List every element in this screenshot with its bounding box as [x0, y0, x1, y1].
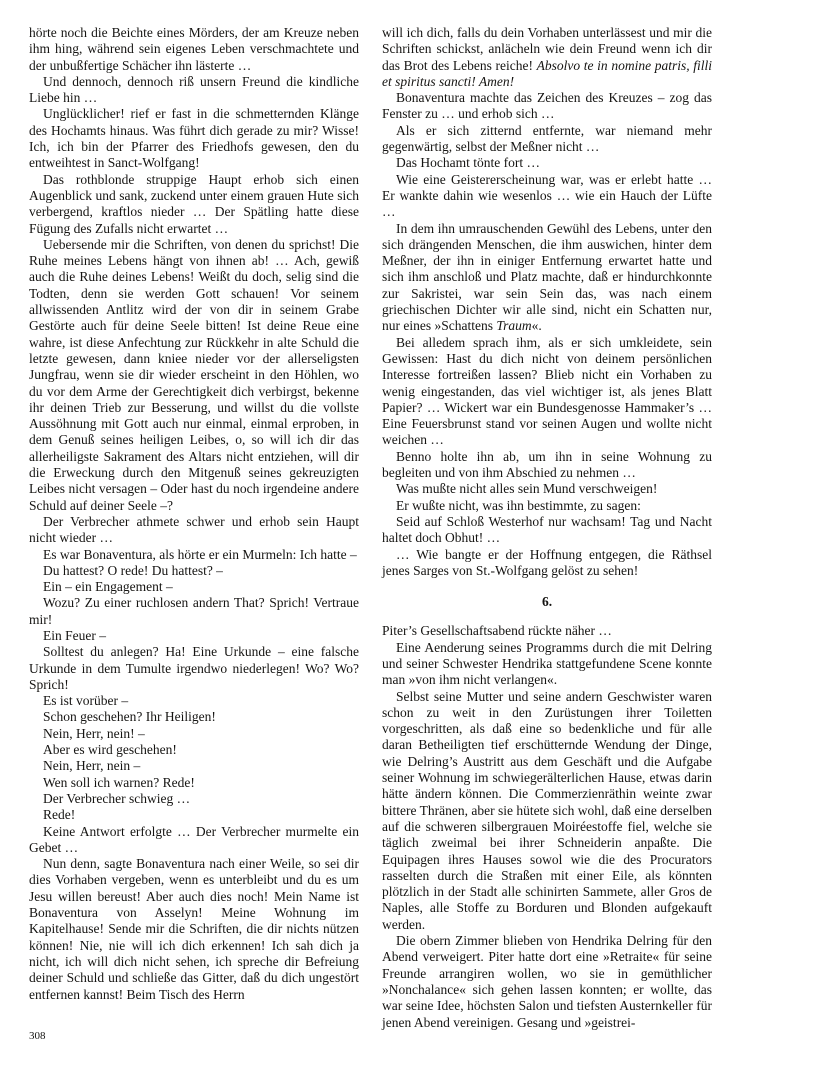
- paragraph: [382, 640, 712, 689]
- paragraph: [29, 709, 359, 725]
- text-segment: Das rothblonde struppige Haupt erhob sich einen Augenblick und sank, zuckend unter einem grauen Hute sich verbergend, kraftlos nieder … Der Spätling hatte diese Fügung des Zufalls nicht erwartet …: [29, 171, 359, 236]
- paragraph: [382, 481, 712, 497]
- paragraph: [382, 623, 712, 639]
- paragraph: [382, 689, 712, 933]
- text-segment: Seid auf Schloß Westerhof nur wachsam! Tag und Nacht haltet doch Obhut! …: [382, 513, 712, 546]
- left-column: [29, 25, 359, 1031]
- text-segment: Es ist vorüber –: [43, 693, 129, 709]
- text-segment: hörte noch die Beichte eines Mörders, der am Kreuze neben ihm hing, während sein eigenes Leben verschmachtete und der unbußfertige Schächer ihn lästerte …: [29, 25, 359, 73]
- paragraph: [382, 123, 712, 156]
- text-segment: … Wie bangte er der Hoffnung entgegen, die Räthsel jenes Sarges von St.-Wolfgang gelöst zu sehen!: [382, 546, 712, 578]
- text-segment: Benno holte ihn ab, um ihn in seine Wohnung zu begleiten und von ihm Abschied zu nehmen …: [382, 448, 712, 481]
- paragraph: [382, 933, 712, 1031]
- paragraph: [29, 775, 359, 791]
- text-segment: Der Verbrecher schwieg …: [43, 790, 191, 806]
- text-segment: Wie eine Geistererscheinung war, was er erlebt hatte … Er wankte dahin wie wesenlos … wie ein Hauch der Lüfte …: [382, 171, 712, 220]
- text-segment: Was mußte nicht alles sein Mund verschweigen!: [396, 481, 658, 497]
- text-segment: In dem ihn umrauschenden Gewühl des Lebens, unter den sich drängenden Menschen, die ihm auswichen, hinter dem Meßner, der ihn in einiger Entfernung erwartet hatte und sich ihm anschloß und Platz machte, daß er hindurchkonnte zur Sakristei, war sein Sein das, was nach einem griechischen Dichter wir alle sind, nicht ein Schatten nur, nur eines »Schattens: [382, 220, 712, 334]
- text-segment: Schon geschehen? Ihr Heiligen!: [43, 709, 216, 725]
- right-column: [382, 25, 712, 1031]
- paragraph: [382, 25, 712, 90]
- text-segment: Eine Aenderung seines Programms durch die mit Delring und seiner Schwester Hendrika stattgefundene Scene konnte man »von ihm nicht verlangen«.: [382, 639, 712, 688]
- text-segment: Piter’s Gesellschaftsabend rückte näher …: [382, 623, 612, 639]
- text-segment: Ein Feuer –: [43, 627, 106, 643]
- italic-text: Absolvo te in nomine patris, filli et spiritus sancti! Amen!: [382, 57, 712, 89]
- paragraph: [382, 498, 712, 514]
- paragraph: [29, 758, 359, 774]
- text-segment: Keine Antwort erfolgte … Der Verbrecher murmelte ein Gebet …: [29, 823, 359, 855]
- page-number: 308: [29, 1030, 46, 1042]
- paragraph: [29, 856, 359, 1003]
- text-segment: Bonaventura machte das Zeichen des Kreuzes – zog das Fenster zu … und erhob sich …: [382, 90, 712, 122]
- text-segment: Uebersende mir die Schriften, von denen du sprichst! Die Ruhe meines Lebens hängt von ihnen ab! … Ach, gewiß auch die Ruhe deines Lebens! Weißt du doch, selig sind die Todten, denn sie werden Gott schauen! Vor seinem allwissenden Antlitz wird der von dir in seinem Grabe Gestörte auch für deine Seele bitten! Ist deine Reue eine wahre, ist diese Anfechtung zur Rückkehr in alte Schuld die letzte gewesen, dann kniee nieder vor der allerseligsten Jungfrau, wenn sie dir wieder erscheint in den Höhlen, wo du vor dem Arme der Gerechtigkeit dich verbirgst, bekenne ihr deinen Trieb zur Besserung, und willst du die vollste Aussöhnung mit Gott auch nur einmal, einmal erproben, in dem Genuß seines heiligen Leibes, o, so will ich dir das allerheiligste Sakrament des Altars nicht entziehen, will dir die Erweckung durch den Mitgenuß seines gekreuzigten Leibes nicht versagen – Oder hast du noch irgendeine andere Schuld auf deiner Seele –?: [29, 236, 359, 513]
- text-segment: Und dennoch, dennoch riß unsern Freund die kindliche Liebe hin …: [29, 73, 359, 106]
- paragraph: [29, 237, 359, 514]
- text-segment: Wozu? Zu einer ruchlosen andern That? Sprich! Vertraue mir!: [29, 595, 359, 627]
- text-block: [29, 25, 712, 1031]
- text-segment: Rede!: [43, 807, 76, 823]
- paragraph: [29, 563, 359, 579]
- paragraph: [382, 221, 712, 335]
- paragraph: [29, 172, 359, 237]
- paragraph: [382, 90, 712, 123]
- text-segment: Nein, Herr, nein! –: [43, 725, 145, 741]
- paragraph: [29, 547, 359, 563]
- paragraph: [29, 693, 359, 709]
- section-heading: 6.: [541, 594, 553, 610]
- paragraph: [382, 514, 712, 547]
- text-segment: will ich dich, falls du dein Vorhaben unterlässest und mir die Schriften schickst, anlächeln wie dein Freund wenn ich dir das Brot des Lebens reiche!: [382, 25, 712, 73]
- paragraph: [29, 25, 359, 74]
- text-segment: Selbst seine Mutter und seine andern Geschwister waren schon zu weit in den Zurüstungen ihrer Toiletten vorgeschritten, als daß eine so bedenkliche und für alle daran Betheiligten tief erschütternde Wendung der Dinge, wie Delring’s Austritt aus dem Geschäft und die Aufgabe seiner Wohnung im schwiegerälterlichen Hause, etwas darin hätte ändern können. Die Commerzienräthin weinte zwar bittere Thränen, aber sie hütete sich wohl, daß eine derselben auf die schweren silbergrauen Moiréestoffe fiel, welche sie täglich zweimal bei ihrer Schneiderin anpaßte. Die Equipagen ihres Hauses sowol wie die des Procurators rasselten durch die Straßen mit einer Eile, als könnten plötzlich in der Stadt alle schinirten Sammete, aller Gros de Naples, alle Stoffe zu Borduren und Blonden aufgekauft werden.: [382, 688, 712, 932]
- text-segment: «.: [531, 318, 542, 334]
- text-segment: Nun denn, sagte Bonaventura nach einer Weile, so sei dir dies Vorhaben vergeben, wenn es unterbleibt und du es um Jesu willen bereust! Aber auch dies noch! Mein Name ist Bonaventura von Asselyn! Meine Wohnung im Kapitelhause! Sende mir die Schriften, die dir nichts nützen können! Nie, nie will ich dich erkennen! Ich sah dich ja nicht, ich will dich nicht sehen, ich spreche dir Befreiung deiner Schuld und schließe das Gitter, daß du dich ungestört entfernen kannst! Beim Tisch des Herrn: [29, 856, 359, 1002]
- paragraph: [29, 726, 359, 742]
- paragraph: [29, 807, 359, 823]
- text-segment: Unglücklicher! rief er fast in die schmetternden Klänge des Hochamts hinaus. Was führt dich gerade zu mir? Wisse! Ich, ich bin der Pfarrer des Friedhofs gewesen, den du entweihtest in Sanct-Wolfgang!: [29, 106, 359, 171]
- text-segment: Als er sich zitternd entfernte, war niemand mehr gegenwärtig, selbst der Meßner nicht …: [382, 122, 712, 155]
- paragraph: [29, 595, 359, 628]
- text-segment: Das Hochamt tönte fort …: [396, 155, 540, 171]
- text-segment: Nein, Herr, nein –: [43, 758, 141, 774]
- text-segment: Aber es wird geschehen!: [43, 742, 177, 758]
- text-segment: Der Verbrecher athmete schwer und erhob sein Haupt nicht wieder …: [29, 513, 359, 546]
- paragraph: [29, 791, 359, 807]
- paragraph: [382, 172, 712, 221]
- paragraph: [382, 155, 712, 171]
- paragraph: [29, 514, 359, 547]
- text-segment: Wen soll ich warnen? Rede!: [43, 774, 195, 790]
- paragraph: [29, 742, 359, 758]
- text-segment: Die obern Zimmer blieben von Hendrika Delring für den Abend verweigert. Piter hatte dort eine »Retraite« für seine Freunde arrangiren wollen, wo sie in gemüthlicher »Nonchalance« sich gehen lassen konnten; er wollte, das war seine Idee, höchsten Salon und tiefsten Austernkeller für jenen Abend vereinigen. Gesang und »geistrei-: [382, 933, 712, 1030]
- paragraph: [29, 579, 359, 595]
- italic-text: Traum: [496, 318, 532, 334]
- text-segment: Solltest du anlegen? Ha! Eine Urkunde – eine falsche Urkunde in dem Tumulte irgendwo niederlegen! Wo? Wo? Sprich!: [29, 644, 359, 692]
- paragraph: [382, 335, 712, 449]
- paragraph: [29, 824, 359, 857]
- text-segment: Bei alledem sprach ihm, als er sich umkleidete, sein Gewissen: Hast du dich nicht von deinem persönlichen Interesse fortreißen lassen? Blieb nicht ein Vorhaben zu wenig eingestanden, das viel wichtiger ist, als jenes Blatt Papier? … Wickert war ein Bundesgenosse Hammaker’s … Eine Feuersbrunst stand vor seinen Augen und wollte nicht weichen …: [382, 334, 712, 448]
- paragraph: [29, 628, 359, 644]
- paragraph: [29, 74, 359, 107]
- text-segment: Er wußte nicht, was ihn bestimmte, zu sagen:: [396, 497, 641, 513]
- paragraph: [382, 449, 712, 482]
- paragraph: [29, 106, 359, 171]
- text-segment: Ein – ein Engagement –: [43, 579, 173, 595]
- paragraph: [29, 644, 359, 693]
- text-segment: Es war Bonaventura, als hörte er ein Murmeln: Ich hatte –: [43, 546, 357, 562]
- paragraph: [382, 547, 712, 580]
- text-segment: Du hattest? O rede! Du hattest? –: [43, 562, 223, 578]
